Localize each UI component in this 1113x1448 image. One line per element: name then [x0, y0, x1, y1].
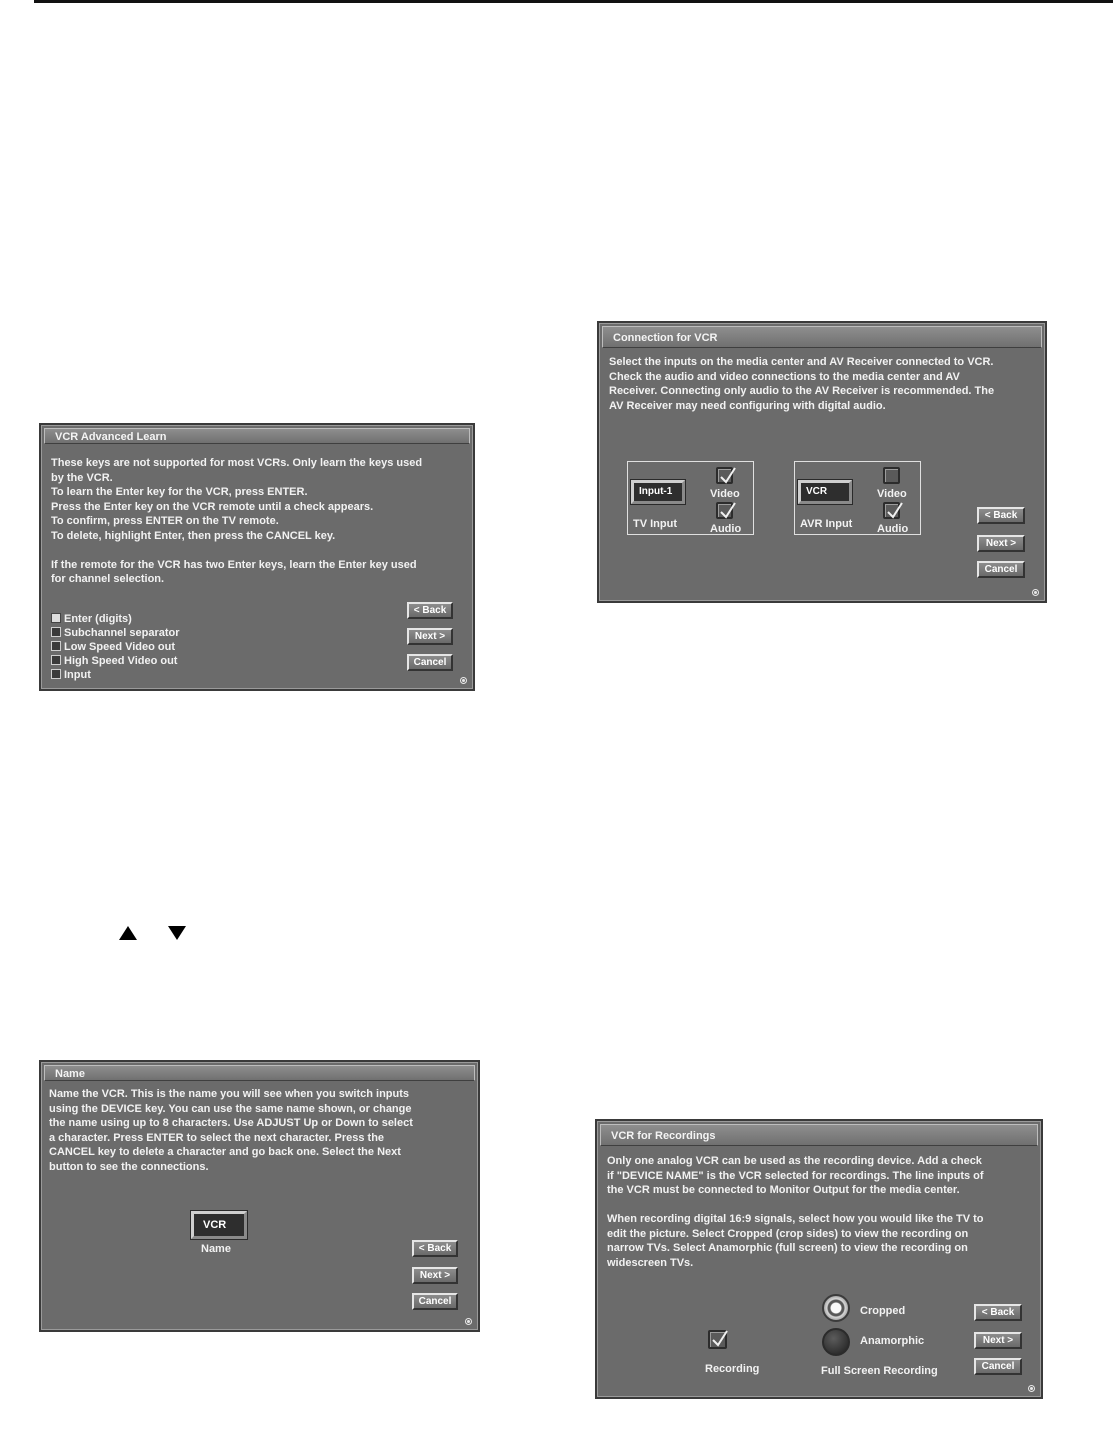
full-screen-recording-label: Full Screen Recording	[821, 1365, 938, 1377]
panel-instructions: Name the VCR. This is the name you will see when you switch inputs using the DEVICE key. You can use the same name shown, or change the name using up to 8 characters. Use ADJUST Up or Down to select a character. Press ENTER to select the next character. Press the CANCEL key to delete a character and go back one. Select the Next button to see the connections.	[49, 1088, 413, 1173]
top-rule	[34, 0, 1113, 3]
checkbox[interactable]	[51, 627, 61, 637]
cropped-radio[interactable]	[822, 1294, 850, 1322]
help-dot-icon	[1028, 1385, 1035, 1392]
panel-title: Name	[44, 1065, 475, 1081]
avr-video-label: Video	[877, 488, 907, 500]
anamorphic-label: Anamorphic	[860, 1335, 925, 1347]
help-dot-icon	[1032, 589, 1039, 596]
recordings-panel	[595, 1119, 1043, 1399]
tv-video-label: Video	[710, 488, 740, 500]
back-button[interactable]: < Back	[974, 1304, 1022, 1321]
down-arrow-icon	[168, 926, 186, 940]
name-panel	[39, 1060, 480, 1332]
tv-input-group	[627, 461, 754, 535]
back-button[interactable]: < Back	[412, 1240, 458, 1257]
back-button[interactable]: < Back	[977, 507, 1025, 524]
key-label: Low Speed Video out	[64, 641, 176, 653]
checkbox[interactable]	[51, 655, 61, 665]
tv-input-selector[interactable]: Input-1	[631, 480, 685, 504]
tv-audio-label: Audio	[710, 523, 742, 535]
checkbox[interactable]	[51, 641, 61, 651]
checkmark-icon	[718, 501, 737, 520]
anamorphic-radio[interactable]	[822, 1328, 850, 1356]
avr-audio-label: Audio	[877, 523, 909, 535]
name-input[interactable]: VCR	[191, 1211, 247, 1239]
name-label: Name	[201, 1243, 231, 1255]
avr-input-group	[794, 461, 921, 535]
panel-instructions: Only one analog VCR can be used as the recording device. Add a check if "DEVICE NAME" is the VCR selected for recordings. The line inputs of the VCR must be connected to Monitor Output for the media center. When recording digital 16:9 signals, select how you would like the TV to edit the picture. Select Cropped (crop sides) to view the recording on narrow TVs. Select Anamorphic (full screen) to view the recording on widescreen TVs.	[607, 1155, 984, 1269]
key-item-input[interactable]	[51, 668, 91, 682]
tv-video-checkbox[interactable]	[716, 467, 733, 484]
key-item-low-speed-video-out[interactable]	[51, 640, 175, 654]
help-dot-icon	[460, 677, 467, 684]
avr-input-label: AVR Input	[800, 518, 853, 530]
avr-audio-checkbox[interactable]	[883, 502, 900, 519]
key-item-enter-digits[interactable]	[51, 612, 132, 626]
recording-checkbox[interactable]	[708, 1330, 727, 1349]
key-item-subchannel-separator[interactable]	[51, 626, 180, 640]
help-dot-icon	[465, 1318, 472, 1325]
back-button[interactable]: < Back	[407, 602, 453, 619]
next-button[interactable]: Next >	[407, 628, 453, 645]
key-item-high-speed-video-out[interactable]	[51, 654, 177, 668]
recording-label: Recording	[705, 1363, 760, 1375]
key-label: Subchannel separator	[64, 627, 180, 639]
cropped-label: Cropped	[860, 1305, 906, 1317]
advanced-learn-panel	[39, 423, 475, 691]
next-button[interactable]: Next >	[412, 1267, 458, 1284]
next-button[interactable]: Next >	[977, 535, 1025, 552]
cancel-button[interactable]: Cancel	[977, 561, 1025, 578]
checkmark-icon	[885, 501, 904, 520]
checkmark-icon	[718, 466, 737, 485]
key-label: Enter (digits)	[64, 613, 132, 625]
panel-title: VCR Advanced Learn	[44, 428, 470, 444]
panel-instructions: These keys are not supported for most VCRs. Only learn the keys used by the VCR. To learn the Enter key for the VCR, press ENTER. Press the Enter key on the VCR remote until a check appears. To confirm, press ENTER on the TV remote. To delete, highlight Enter, then press the CANCEL key. If the remote for the VCR has two Enter keys, learn the Enter key used for channel selection.	[51, 457, 423, 585]
avr-input-selector[interactable]: VCR	[798, 480, 852, 504]
key-label: Input	[64, 669, 91, 681]
key-label: High Speed Video out	[64, 655, 178, 667]
tv-input-label: TV Input	[633, 518, 677, 530]
panel-title: Connection for VCR	[602, 326, 1042, 348]
panel-title: VCR for Recordings	[600, 1124, 1038, 1146]
avr-video-checkbox[interactable]	[883, 467, 900, 484]
cancel-button[interactable]: Cancel	[974, 1358, 1022, 1375]
checkbox[interactable]	[51, 613, 61, 623]
panel-instructions: Select the inputs on the media center and AV Receiver connected to VCR. Check the audio and video connections to the media center and AV Receiver. Connecting only audio to the AV Receiver is recommended. The AV Receiver may need configuring with digital audio.	[609, 356, 995, 412]
cancel-button[interactable]: Cancel	[407, 654, 453, 671]
next-button[interactable]: Next >	[974, 1332, 1022, 1349]
checkbox[interactable]	[51, 669, 61, 679]
up-arrow-icon	[119, 926, 137, 940]
cancel-button[interactable]: Cancel	[412, 1293, 458, 1310]
checkmark-icon	[710, 1329, 729, 1348]
connection-panel	[597, 321, 1047, 603]
tv-audio-checkbox[interactable]	[716, 502, 733, 519]
